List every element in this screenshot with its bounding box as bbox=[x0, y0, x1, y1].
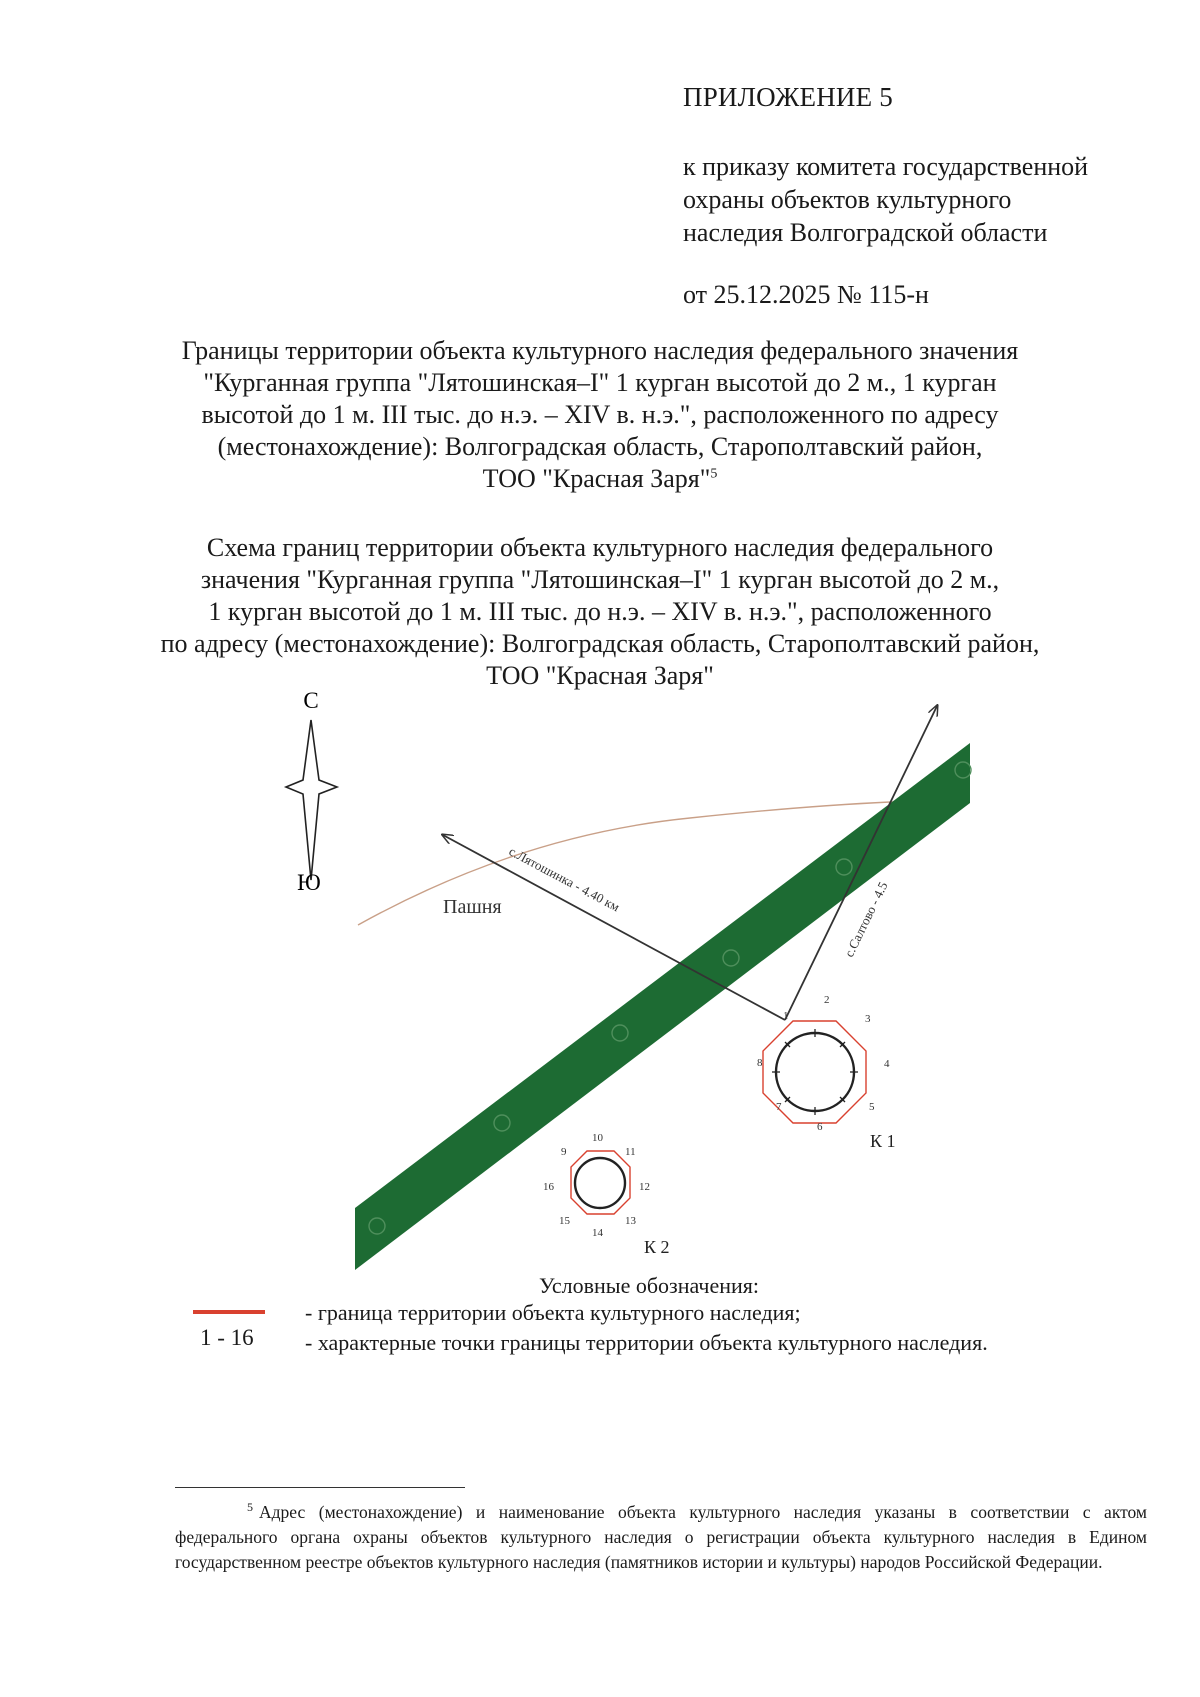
borders-title-line: ТОО "Красная Заря" bbox=[482, 464, 711, 493]
boundary-point-label: 7 bbox=[776, 1101, 782, 1113]
scheme-title-line: значения "Курганная группа "Лятошинская–I" 1 курган высотой до 2 м., bbox=[200, 565, 1000, 594]
scheme-title-line: Схема границ территории объекта культурного наследия федерального bbox=[206, 533, 994, 562]
compass-north-label: С bbox=[303, 688, 319, 713]
order-line: охраны объектов культурного bbox=[683, 185, 1012, 214]
footnote-mark: 5 bbox=[247, 1500, 253, 1515]
boundary-polygon-k2 bbox=[571, 1151, 630, 1214]
appendix-title: ПРИЛОЖЕНИЕ 5 bbox=[683, 82, 893, 112]
boundary-point-label: 2 bbox=[824, 994, 830, 1006]
field-label: Пашня bbox=[443, 896, 502, 918]
boundary-point-label: 15 bbox=[559, 1215, 570, 1227]
boundary-point-label: 3 bbox=[865, 1013, 871, 1025]
order-date: от 25.12.2025 № 115-н bbox=[683, 280, 929, 309]
mound-label-k2: К 2 bbox=[644, 1237, 670, 1257]
boundary-point-label: 10 bbox=[592, 1132, 603, 1144]
boundary-point-label: 13 bbox=[625, 1215, 636, 1227]
borders-title-line: "Курганная группа "Лятошинская–I" 1 курган высотой до 2 м., 1 курган bbox=[203, 368, 997, 397]
boundary-point-label: 1 bbox=[783, 1010, 789, 1022]
legend-points-text: - характерные точки границы территории объекта культурного наследия. bbox=[305, 1330, 988, 1355]
forest-belt bbox=[355, 743, 970, 1270]
order-line: наследия Волгоградской области bbox=[683, 218, 1048, 247]
direction-arrow-saltovo bbox=[785, 706, 937, 1020]
compass-rose-icon bbox=[286, 720, 337, 880]
boundary-point-label: 8 bbox=[757, 1057, 763, 1069]
borders-title-line: (местонахождение): Волгоградская область, Старополтавский район, bbox=[217, 432, 983, 461]
footnote bbox=[175, 1500, 1147, 1575]
scheme-title-line: по адресу (местонахождение): Волгоградская область, Старополтавский район, bbox=[160, 629, 1040, 658]
road-label-saltovo: с.Салтово - 4.5 bbox=[841, 879, 891, 960]
legend-points-label: 1 - 16 bbox=[200, 1325, 254, 1350]
mound-outline-k2 bbox=[575, 1158, 625, 1208]
order-line: к приказу комитета государственной bbox=[683, 152, 1089, 181]
boundary-point-label: 4 bbox=[884, 1058, 890, 1070]
borders-title-line: высотой до 1 м. III тыс. до н.э. – XIV в. н.э.", расположенного по адресу bbox=[201, 400, 999, 429]
scheme-title-line: 1 курган высотой до 1 м. III тыс. до н.э. – XIV в. н.э.", расположенного bbox=[208, 597, 992, 626]
boundary-point-label: 6 bbox=[817, 1121, 823, 1133]
boundary-point-label: 12 bbox=[639, 1181, 650, 1193]
footnote-reference: 5 bbox=[710, 466, 718, 482]
footnote-text: Адрес (местонахождение) и наименование объекта культурного наследия указаны в соответствии с актом федерального органа охраны объектов культурного наследия о регистрации объекта культурного наследия в Едином государственном реестре объектов культурного наследия (памятников истории и культуры) народов Российской Федерации. bbox=[175, 1502, 1147, 1572]
compass-south-label: Ю bbox=[297, 870, 321, 895]
legend-boundary-text: - граница территории объекта культурного наследия; bbox=[305, 1300, 801, 1325]
mound-k1 bbox=[757, 994, 896, 1151]
footnote-divider bbox=[175, 1487, 465, 1488]
scheme-title-line: ТОО "Красная Заря" bbox=[486, 661, 714, 690]
boundary-point-label: 9 bbox=[561, 1146, 567, 1158]
legend-boundary-swatch bbox=[193, 1310, 265, 1314]
road-label-lyatoshinka: с.Лятошинка - 4.40 км bbox=[506, 843, 623, 915]
borders-title-line: Границы территории объекта культурного наследия федерального значения bbox=[181, 336, 1019, 365]
mound-k2 bbox=[543, 1132, 670, 1257]
boundary-point-label: 11 bbox=[625, 1146, 636, 1158]
boundary-point-label: 14 bbox=[592, 1227, 603, 1239]
boundary-point-label: 16 bbox=[543, 1181, 554, 1193]
mound-label-k1: К 1 bbox=[870, 1131, 896, 1151]
legend-title: Условные обозначения: bbox=[538, 1273, 760, 1298]
boundary-point-label: 5 bbox=[869, 1101, 875, 1113]
